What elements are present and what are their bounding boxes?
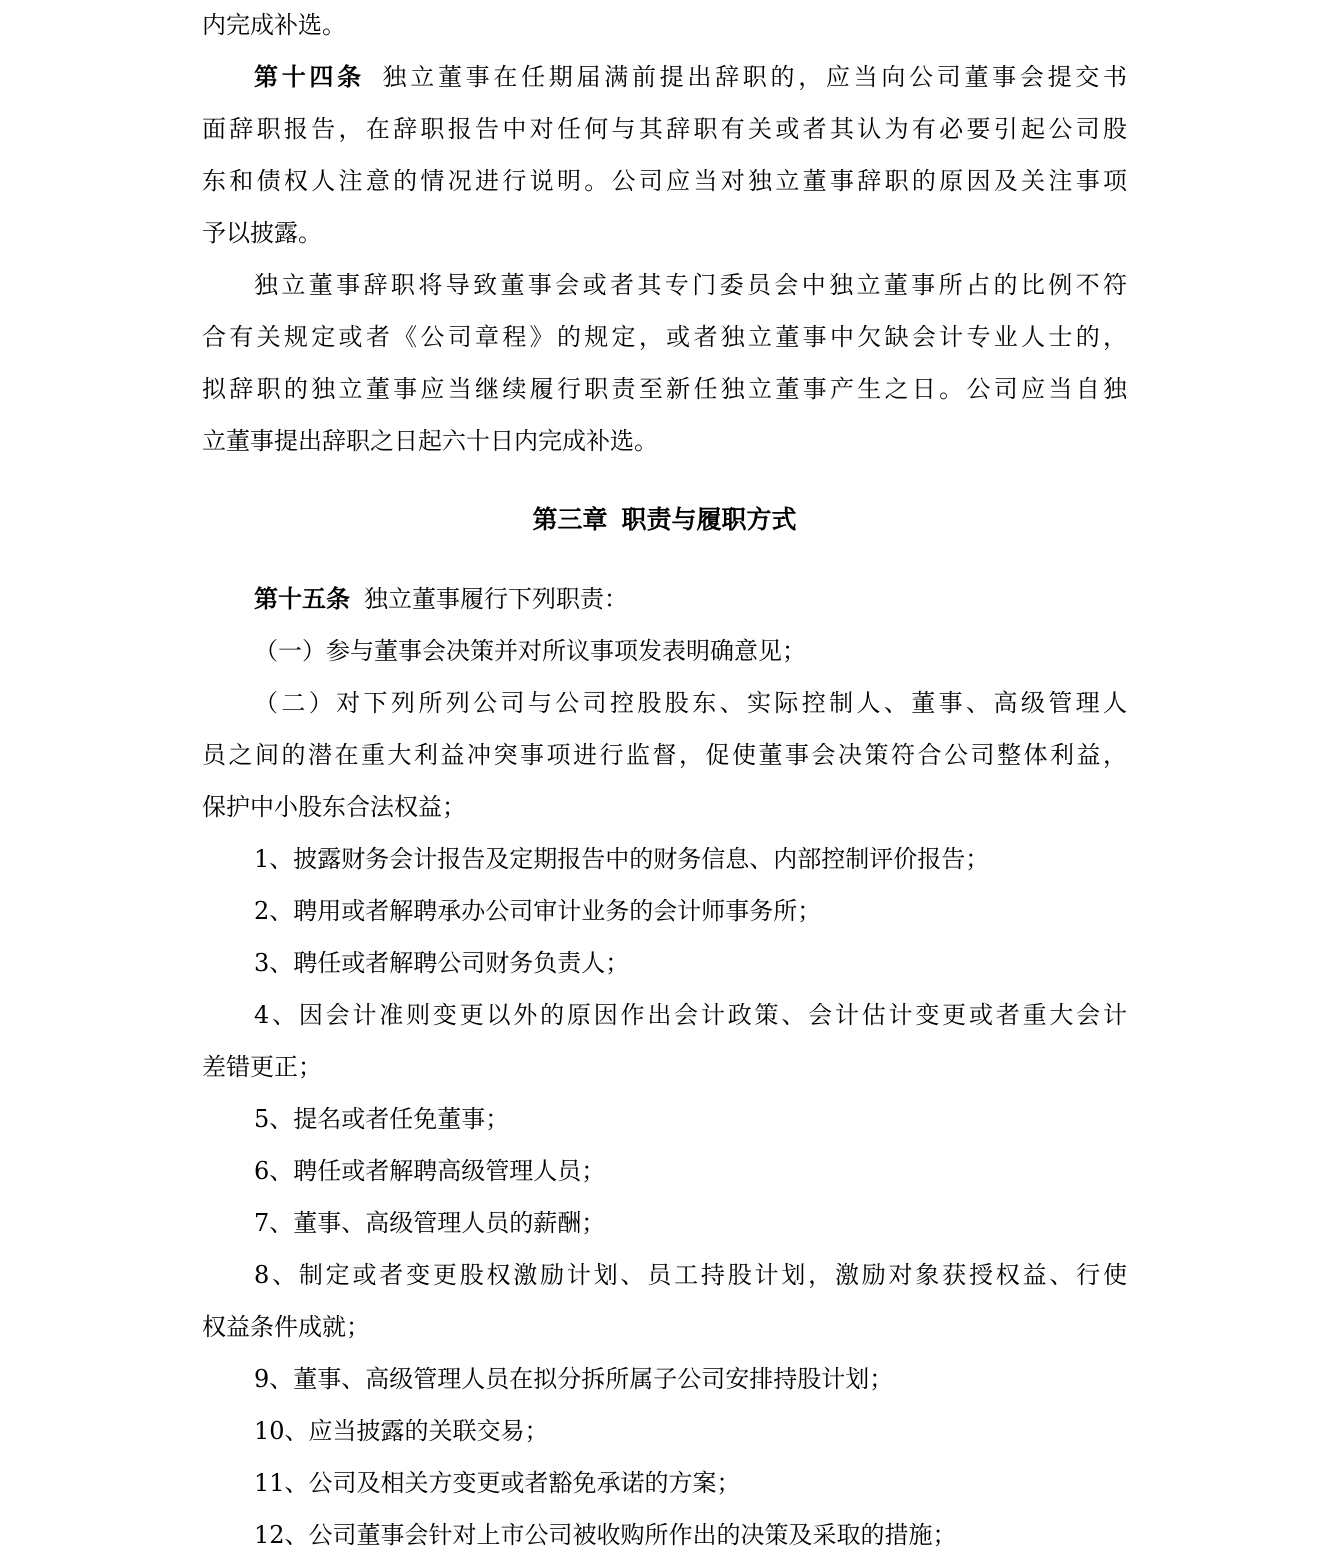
list-item: （二）对下列所列公司与公司控股股东、实际控制人、董事、高级管理人 [254,689,1127,717]
paragraph-line: 权益条件成就； [202,1313,370,1341]
list-item: 6、聘任或者解聘高级管理人员； [254,1157,606,1185]
paragraph-line: 独立董事辞职将导致董事会或者其专门委员会中独立董事所占的比例不符 [254,271,1127,299]
list-item: 8、制定或者变更股权激励计划、员工持股计划，激励对象获授权益、行使 [254,1261,1127,1289]
paragraph-line: 东和债权人注意的情况进行说明。公司应当对独立董事辞职的原因及关注事项 [202,167,1127,195]
paragraph-line: 保护中小股东合法权益； [202,793,466,821]
paragraph-line: 员之间的潜在重大利益冲突事项进行监督，促使董事会决策符合公司整体利益， [202,741,1127,769]
list-item: （一）参与董事会决策并对所议事项发表明确意见； [254,637,806,665]
chapter-title: 职责与履职方式 [621,505,797,534]
paragraph-line: 立董事提出辞职之日起六十日内完成补选。 [202,427,658,455]
list-item: 3、聘任或者解聘公司财务负责人； [254,949,630,977]
list-item: 11、公司及相关方变更或者豁免承诺的方案； [254,1469,741,1497]
list-item: 10、应当披露的关联交易； [254,1417,549,1445]
list-item: 1、披露财务会计报告及定期报告中的财务信息、内部控制评价报告； [254,845,990,873]
chapter-number: 第三章 [532,505,608,534]
list-item: 5、提名或者任免董事； [254,1105,510,1133]
list-item: 2、聘用或者解聘承办公司审计业务的会计师事务所； [254,897,822,925]
paragraph-line: 合有关规定或者《公司章程》的规定，或者独立董事中欠缺会计专业人士的， [202,323,1127,351]
list-item: 12、公司董事会针对上市公司被收购所作出的决策及采取的措施； [254,1521,957,1549]
article-14-label: 第十四条 [254,62,365,91]
list-item: 9、董事、高级管理人员在拟分拆所属子公司安排持股计划； [254,1365,894,1393]
article-15-text: 独立董事履行下列职责： [364,585,628,613]
article-14-text: 独立董事在任期届满前提出辞职的，应当向公司董事会提交书 [378,63,1128,91]
paragraph-line: 拟辞职的独立董事应当继续履行职责至新任独立董事产生之日。公司应当自独 [202,375,1127,403]
list-item: 4、因会计准则变更以外的原因作出会计政策、会计估计变更或者重大会计 [254,1001,1127,1029]
article-14-line [254,62,1127,92]
list-item: 7、董事、高级管理人员的薪酬； [254,1209,606,1237]
paragraph-line: 差错更正； [202,1053,322,1081]
chapter-heading [202,505,1127,535]
paragraph-line: 内完成补选。 [202,11,346,39]
paragraph-line: 面辞职报告，在辞职报告中对任何与其辞职有关或者其认为有必要引起公司股 [202,115,1127,143]
article-15-label: 第十五条 [254,584,350,613]
paragraph-line: 予以披露。 [202,219,322,247]
article-15-line [254,584,628,614]
